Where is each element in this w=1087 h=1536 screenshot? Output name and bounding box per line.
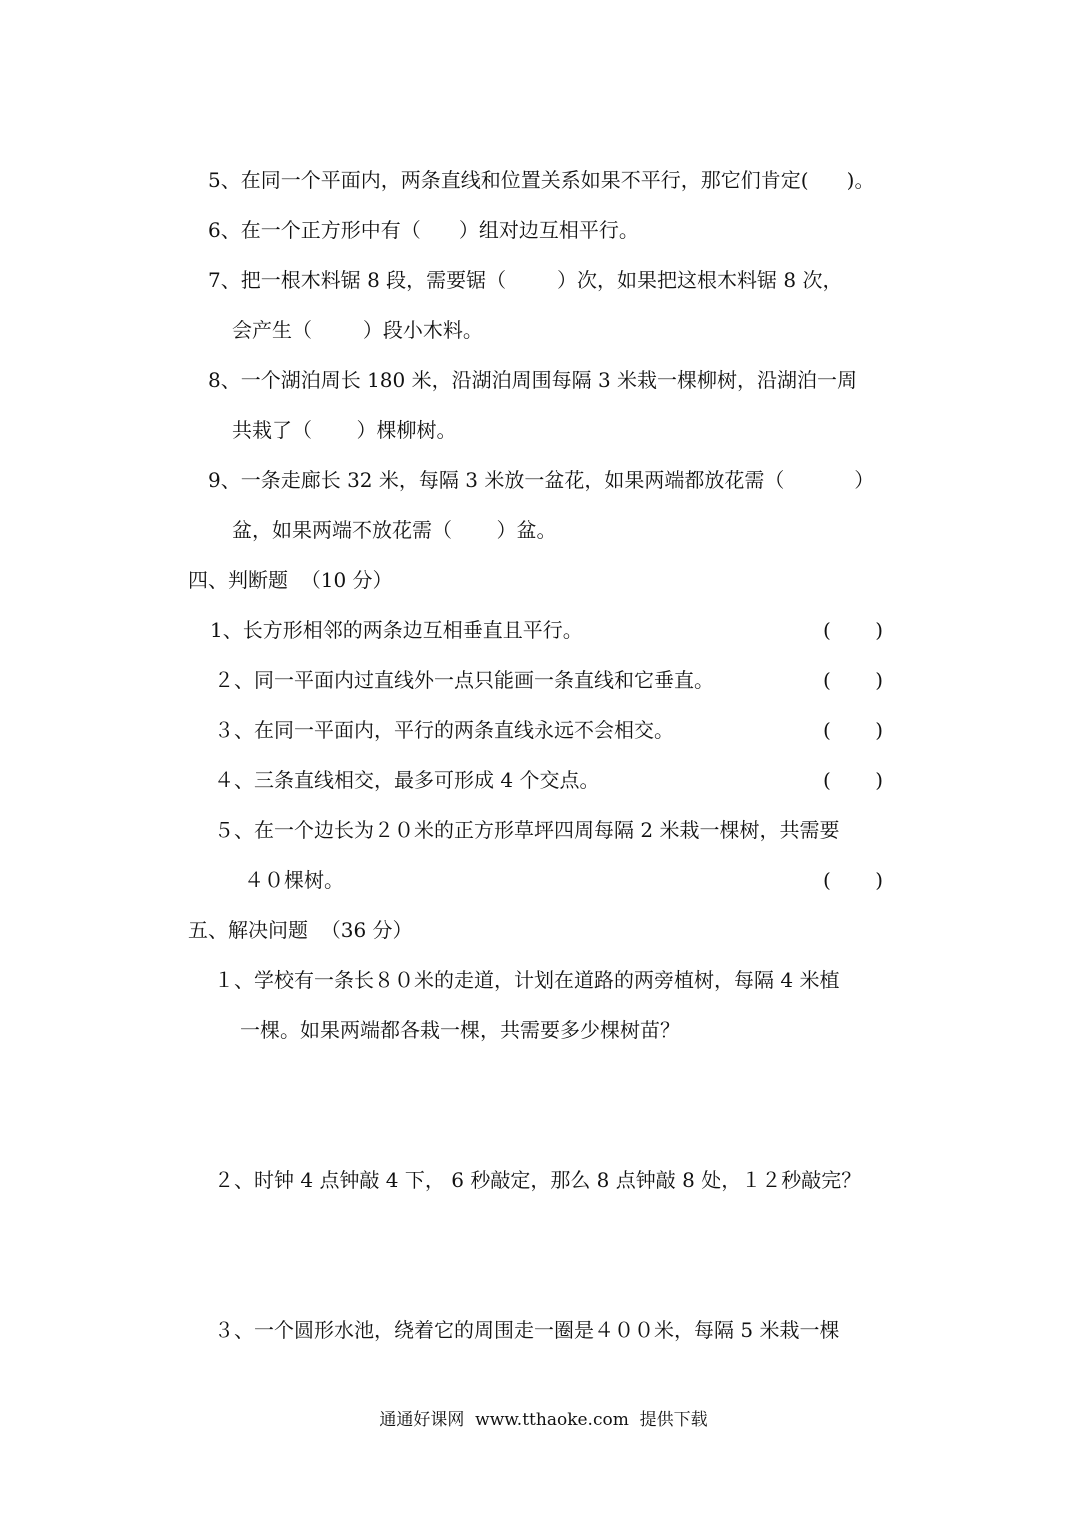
section-title: 五、解决问题 （36 分） xyxy=(188,918,413,942)
question-5: 5、在同一个平面内，两条直线和位置关系如果不平行，那它们肯定( )。 xyxy=(208,168,875,192)
answer-blank: ( ) xyxy=(823,868,884,892)
problem-3: ３、一个圆形水池，绕着它的周围走一圈是４００米，每隔 5 米栽一棵 xyxy=(214,1318,840,1342)
judgment-item-2: ２、同一平面内过直线外一点只能画一条直线和它垂直。 xyxy=(214,668,714,692)
question-8: 8、一个湖泊周长 180 米，沿湖泊周围每隔 3 米栽一棵柳树，沿湖泊一周 xyxy=(208,368,858,392)
problem-1: １、学校有一条长８０米的走道，计划在道路的两旁植树，每隔 4 米植 xyxy=(214,968,840,992)
answer-blank: ( ) xyxy=(823,618,884,642)
problem-2: ２、时钟 4 点钟敲 4 下， 6 秒敲定，那么 8 点钟敲 8 处，１２秒敲完？ xyxy=(214,1168,862,1192)
judgment-item-5-continued: ４０棵树。 xyxy=(244,868,344,892)
question-7: 7、把一根木料锯 8 段，需要锯（ ）次，如果把这根木料锯 8 次， xyxy=(208,268,843,292)
answer-blank: ( ) xyxy=(823,718,884,742)
question-9-continued: 盆，如果两端不放花需（ ）盆。 xyxy=(232,518,557,542)
question-9: 9、一条走廊长 32 米，每隔 3 米放一盆花，如果两端都放花需（ ） xyxy=(208,468,875,492)
judgment-item-1: 1、长方形相邻的两条边互相垂直且平行。 xyxy=(210,618,583,642)
question-8-continued: 共栽了（ ）棵柳树。 xyxy=(232,418,457,442)
judgment-item-3: ３、在同一平面内，平行的两条直线永远不会相交。 xyxy=(214,718,674,742)
judgment-item-4: ４、三条直线相交，最多可形成 4 个交点。 xyxy=(214,768,600,792)
answer-blank: ( ) xyxy=(823,768,884,792)
section-title: 四、判断题 （10 分） xyxy=(188,568,393,592)
question-7-continued: 会产生（ ）段小木料。 xyxy=(232,318,483,342)
judgment-item-5: ５、在一个边长为２０米的正方形草坪四周每隔 2 米栽一棵树，共需要 xyxy=(214,818,840,842)
question-6: 6、在一个正方形中有（ ）组对边互相平行。 xyxy=(208,218,639,242)
problem-1-continued: 一棵。如果两端都各栽一棵，共需要多少棵树苗？ xyxy=(240,1018,680,1042)
answer-blank: ( ) xyxy=(823,668,884,692)
page-footer: 通通好课网 www.tthaoke.com 提供下载 xyxy=(379,1410,708,1430)
